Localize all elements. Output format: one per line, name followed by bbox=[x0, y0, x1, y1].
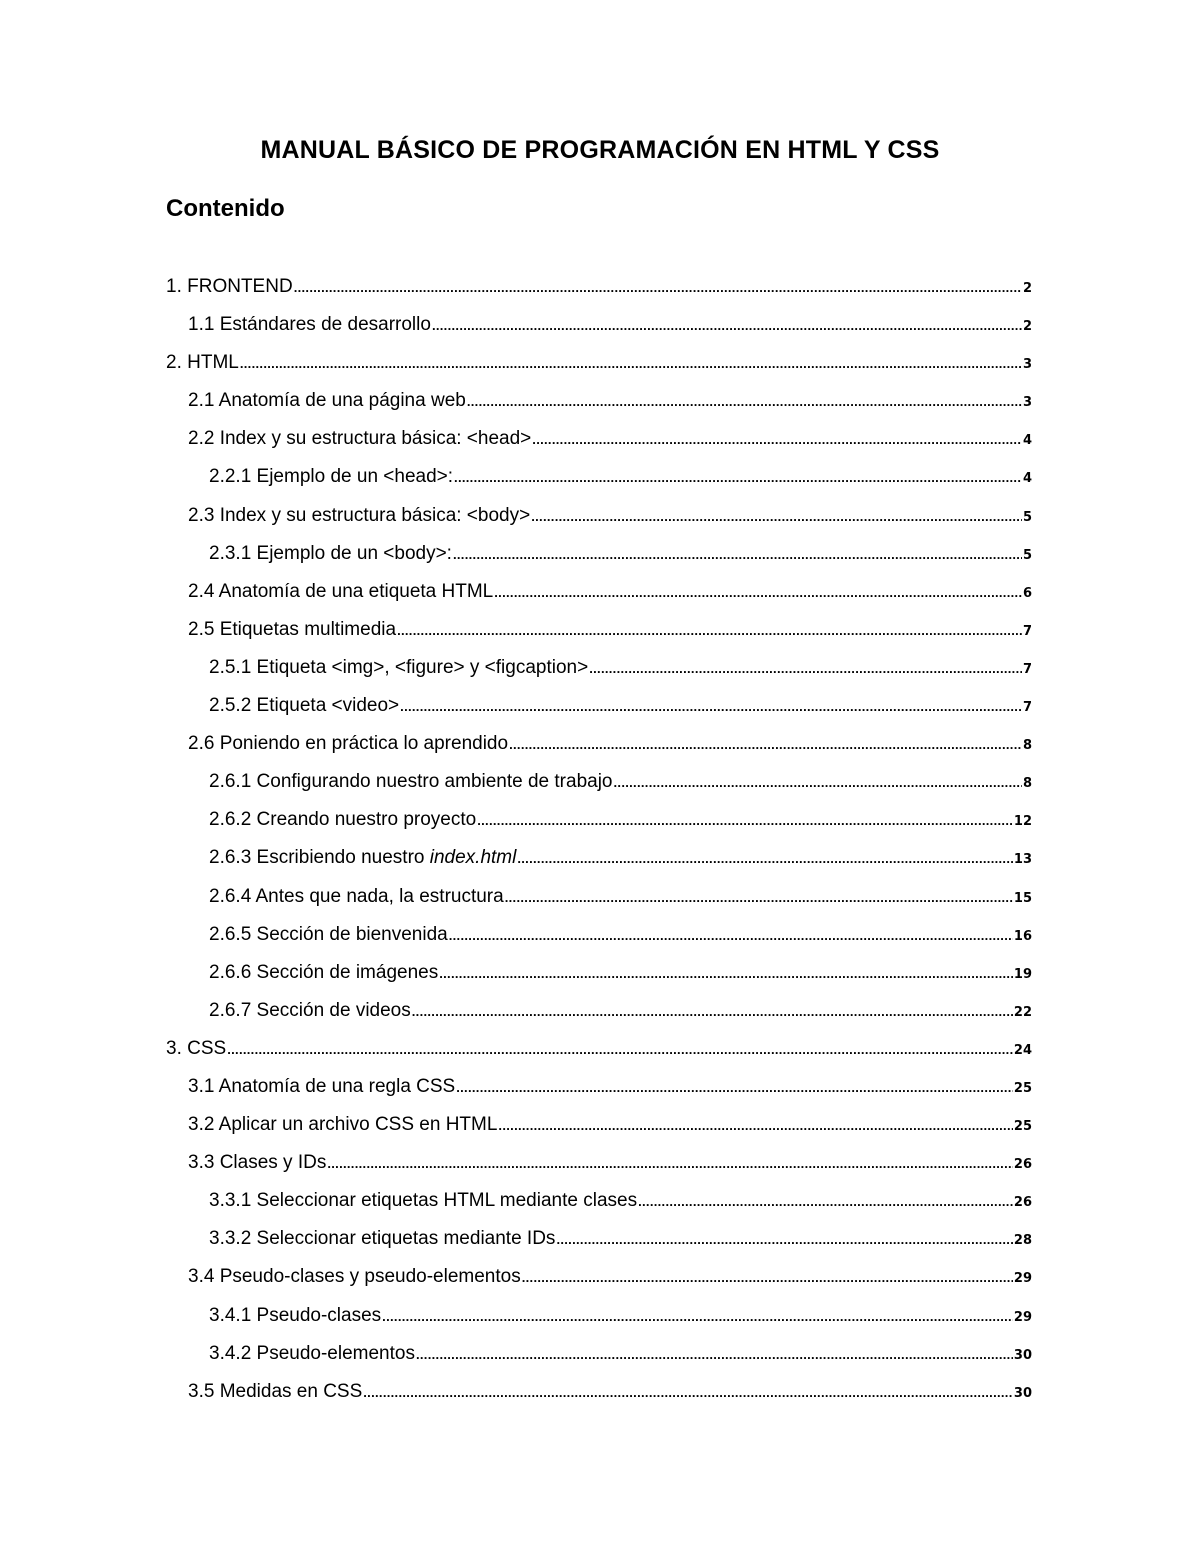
toc-entry-title-text: 2.4 Anatomía de una etiqueta HTML bbox=[188, 580, 494, 602]
toc-page-number: 19 bbox=[1013, 966, 1032, 982]
toc-entry-title bbox=[188, 1258, 521, 1296]
toc-entry-title bbox=[209, 1335, 415, 1373]
toc-entry[interactable] bbox=[166, 306, 1032, 344]
toc-dot-leader bbox=[454, 459, 1022, 497]
toc-entry-title-text: 3.3 Clases y IDs bbox=[188, 1152, 327, 1174]
toc-page-number: 25 bbox=[1013, 1119, 1032, 1135]
toc-page-number: 2 bbox=[1022, 281, 1032, 296]
toc-dot-leader bbox=[494, 574, 1022, 612]
toc-entry[interactable] bbox=[166, 1182, 1032, 1220]
toc-entry-title-text: 1. FRONTEND bbox=[166, 276, 293, 297]
toc-page-number: 7 bbox=[1022, 661, 1032, 677]
toc-entry-title-text: 2.6.3 Escribiendo nuestro bbox=[209, 847, 430, 869]
toc-entry-title-text: 2.6.7 Sección de videos bbox=[209, 999, 411, 1021]
toc-dot-leader bbox=[589, 650, 1022, 688]
toc-entry[interactable] bbox=[166, 1373, 1032, 1411]
toc-entry-title-text: 2.6.4 Antes que nada, la estructura bbox=[209, 885, 504, 907]
toc-entry-title bbox=[188, 1144, 326, 1182]
toc-entry-title-text: 2.6 Poniendo en práctica lo aprendido bbox=[188, 733, 509, 755]
toc-entry-title bbox=[209, 458, 453, 496]
toc-dot-leader bbox=[432, 307, 1022, 345]
toc-dot-leader bbox=[327, 1145, 1013, 1183]
toc-entry[interactable] bbox=[166, 649, 1032, 687]
toc-entry-title-text: 2.2.1 Ejemplo de un <head>: bbox=[209, 466, 454, 488]
toc-entry-title bbox=[188, 1068, 455, 1106]
toc-entry-title-text: 2.5.2 Etiqueta <video> bbox=[209, 695, 400, 717]
toc-entry-title bbox=[209, 687, 399, 725]
toc-entry-title bbox=[209, 801, 476, 839]
toc-dot-leader bbox=[400, 688, 1022, 726]
toc-entry[interactable] bbox=[166, 1068, 1032, 1106]
toc-entry-title-text: 2.6.5 Sección de bienvenida bbox=[209, 923, 448, 945]
toc-entry[interactable] bbox=[166, 1335, 1032, 1373]
toc-entry-title bbox=[209, 763, 613, 801]
toc-page-number: 4 bbox=[1022, 471, 1032, 487]
toc-entry-title-text: 3.2 Aplicar un archivo CSS en HTML bbox=[188, 1114, 498, 1136]
toc-page-number: 2 bbox=[1022, 319, 1032, 335]
toc-entry[interactable] bbox=[166, 763, 1032, 801]
toc-entry-title bbox=[188, 420, 531, 458]
toc-page-number: 8 bbox=[1022, 738, 1032, 754]
toc-page-number: 30 bbox=[1013, 1385, 1032, 1401]
toc-entry-title-text: 2.6.1 Configurando nuestro ambiente de trabajo bbox=[209, 771, 613, 793]
toc-entry-title-text: 3.4.2 Pseudo-elementos bbox=[209, 1342, 415, 1364]
toc-page-number: 5 bbox=[1022, 547, 1032, 563]
toc-dot-leader bbox=[477, 802, 1013, 840]
toc-dot-leader bbox=[505, 879, 1013, 917]
toc-dot-leader bbox=[227, 1031, 1013, 1069]
toc-entry-title-text: 3. CSS bbox=[166, 1037, 227, 1059]
toc-entry-title-text: 2.3 Index y su estructura básica: <body> bbox=[188, 504, 531, 526]
toc-dot-leader bbox=[517, 840, 1013, 878]
toc-dot-leader bbox=[439, 955, 1013, 993]
toc-entry[interactable] bbox=[166, 1297, 1032, 1335]
toc-entry-title bbox=[188, 611, 396, 649]
toc-entry[interactable] bbox=[166, 916, 1032, 954]
toc-dot-leader bbox=[294, 269, 1022, 307]
toc-entry-title bbox=[166, 1030, 226, 1068]
toc-entry[interactable] bbox=[166, 1030, 1032, 1068]
document-title: MANUAL BÁSICO DE PROGRAMACIÓN EN HTML Y CSS bbox=[260, 136, 940, 164]
toc-entry[interactable] bbox=[166, 420, 1032, 458]
toc-page-number: 15 bbox=[1013, 890, 1032, 906]
toc-dot-leader bbox=[532, 421, 1022, 459]
toc-page-number: 3 bbox=[1022, 395, 1032, 411]
toc-entry[interactable] bbox=[166, 611, 1032, 649]
toc-entry-title bbox=[188, 382, 466, 420]
toc-dot-leader bbox=[397, 612, 1022, 650]
toc-entry-title bbox=[188, 573, 493, 611]
toc-entry[interactable] bbox=[166, 1220, 1032, 1258]
toc-entry-title-text: 3.4.1 Pseudo-clases bbox=[209, 1304, 382, 1326]
toc-dot-leader bbox=[556, 1221, 1012, 1259]
toc-page-number: 7 bbox=[1022, 623, 1032, 639]
toc-entry-title-text: 2.6.6 Sección de imágenes bbox=[209, 961, 439, 983]
toc-entry-title bbox=[209, 1297, 381, 1335]
toc-dot-leader bbox=[522, 1259, 1013, 1297]
toc-dot-leader bbox=[382, 1298, 1013, 1336]
toc-page-number: 3 bbox=[1022, 357, 1032, 373]
toc-entry-title-text: 2.2 Index y su estructura básica: <head> bbox=[188, 428, 532, 450]
toc-page-number: 28 bbox=[1013, 1233, 1032, 1249]
toc-entry[interactable] bbox=[166, 458, 1032, 496]
toc-entry-title bbox=[209, 1220, 555, 1258]
toc-page-number: 24 bbox=[1013, 1042, 1032, 1058]
toc-entry[interactable] bbox=[166, 1258, 1032, 1296]
toc-entry-title bbox=[209, 649, 588, 687]
toc-entry[interactable] bbox=[166, 878, 1032, 916]
toc-page-number: 16 bbox=[1013, 928, 1032, 944]
toc-entry-title bbox=[209, 1182, 637, 1220]
toc-entry-title bbox=[166, 268, 293, 306]
toc-entry[interactable] bbox=[166, 1106, 1032, 1144]
toc-entry[interactable] bbox=[166, 954, 1032, 992]
toc-page-number: 5 bbox=[1022, 509, 1032, 525]
toc-dot-leader bbox=[363, 1374, 1013, 1412]
toc-dot-leader bbox=[453, 536, 1022, 574]
toc-entry-title-text: 3.1 Anatomía de una regla CSS bbox=[188, 1075, 456, 1097]
toc-entry-title-italic: index.html bbox=[429, 847, 517, 869]
toc-entry[interactable] bbox=[166, 1144, 1032, 1182]
toc-entry-title bbox=[166, 344, 239, 382]
toc-entry[interactable] bbox=[166, 573, 1032, 611]
toc-entry[interactable] bbox=[166, 801, 1032, 839]
toc-entry-title-text: 2.1 Anatomía de una página web bbox=[188, 390, 466, 412]
toc-page-number: 8 bbox=[1022, 776, 1032, 792]
toc-dot-leader bbox=[638, 1183, 1013, 1221]
toc-entry-title bbox=[209, 535, 452, 573]
toc-dot-leader bbox=[456, 1069, 1013, 1107]
toc-entry-title-text: 2.6.2 Creando nuestro proyecto bbox=[209, 809, 477, 831]
toc-entry-title-text: 2. HTML bbox=[166, 352, 239, 374]
toc-entry[interactable] bbox=[166, 382, 1032, 420]
toc-entry[interactable] bbox=[166, 497, 1032, 535]
toc-page-number: 4 bbox=[1022, 433, 1032, 449]
toc-entry-title-text: 2.3.1 Ejemplo de un <body>: bbox=[209, 542, 452, 564]
toc-entry-title-text: 3.3.2 Seleccionar etiquetas mediante IDs bbox=[209, 1228, 556, 1250]
toc-page-number: 30 bbox=[1013, 1347, 1032, 1363]
toc-entry-title bbox=[188, 306, 431, 344]
toc-page-number: 29 bbox=[1013, 1309, 1032, 1325]
toc-page-number: 26 bbox=[1013, 1157, 1032, 1173]
toc-entry-title bbox=[188, 725, 508, 763]
toc-page-number: 6 bbox=[1022, 585, 1032, 601]
toc-entry-title-text: 3.3.1 Seleccionar etiquetas HTML mediante clases bbox=[209, 1190, 638, 1212]
toc-page-number: 25 bbox=[1013, 1080, 1032, 1096]
toc-entry[interactable] bbox=[166, 344, 1032, 382]
toc-entry[interactable] bbox=[166, 992, 1032, 1030]
toc-entry-title-text: 3.4 Pseudo-clases y pseudo-elementos bbox=[188, 1266, 521, 1288]
toc-dot-leader bbox=[449, 917, 1013, 955]
toc-entry[interactable] bbox=[166, 687, 1032, 725]
toc-page-number: 22 bbox=[1013, 1004, 1032, 1020]
toc-entry[interactable] bbox=[166, 268, 1032, 306]
toc-entry-title bbox=[209, 954, 438, 992]
toc-dot-leader bbox=[614, 764, 1022, 802]
toc-entry-title-text: 2.5.1 Etiqueta <img>, <figure> y <figcaption> bbox=[209, 656, 589, 678]
toc-dot-leader bbox=[412, 993, 1013, 1031]
toc-entry-title bbox=[188, 1373, 362, 1411]
toc-entry-title-text: 1.1 Estándares de desarrollo bbox=[188, 314, 431, 336]
toc-entry-title bbox=[209, 878, 504, 916]
toc-dot-leader bbox=[240, 345, 1022, 383]
toc-dot-leader bbox=[467, 383, 1022, 421]
toc-dot-leader bbox=[509, 726, 1022, 764]
toc-entry-title bbox=[209, 916, 448, 954]
toc-dot-leader bbox=[416, 1336, 1013, 1374]
toc-page-number: 29 bbox=[1013, 1271, 1032, 1287]
toc-entry[interactable] bbox=[166, 725, 1032, 763]
table-of-contents bbox=[166, 268, 1032, 1411]
toc-page-number: 12 bbox=[1013, 814, 1032, 830]
toc-entry-title-text: 3.5 Medidas en CSS bbox=[188, 1380, 363, 1402]
toc-heading: Contenido bbox=[166, 195, 285, 222]
toc-entry[interactable] bbox=[166, 839, 1032, 877]
toc-entry-title-text: 2.5 Etiquetas multimedia bbox=[188, 618, 397, 640]
toc-entry-title bbox=[209, 839, 516, 877]
toc-entry-title bbox=[188, 1106, 497, 1144]
toc-entry-title bbox=[209, 992, 411, 1030]
toc-entry-title bbox=[188, 497, 530, 535]
toc-entry[interactable] bbox=[166, 535, 1032, 573]
toc-page-number: 13 bbox=[1013, 852, 1032, 868]
toc-dot-leader bbox=[531, 498, 1022, 536]
toc-page-number: 26 bbox=[1013, 1195, 1032, 1211]
toc-page-number: 7 bbox=[1022, 700, 1032, 716]
toc-dot-leader bbox=[498, 1107, 1012, 1145]
